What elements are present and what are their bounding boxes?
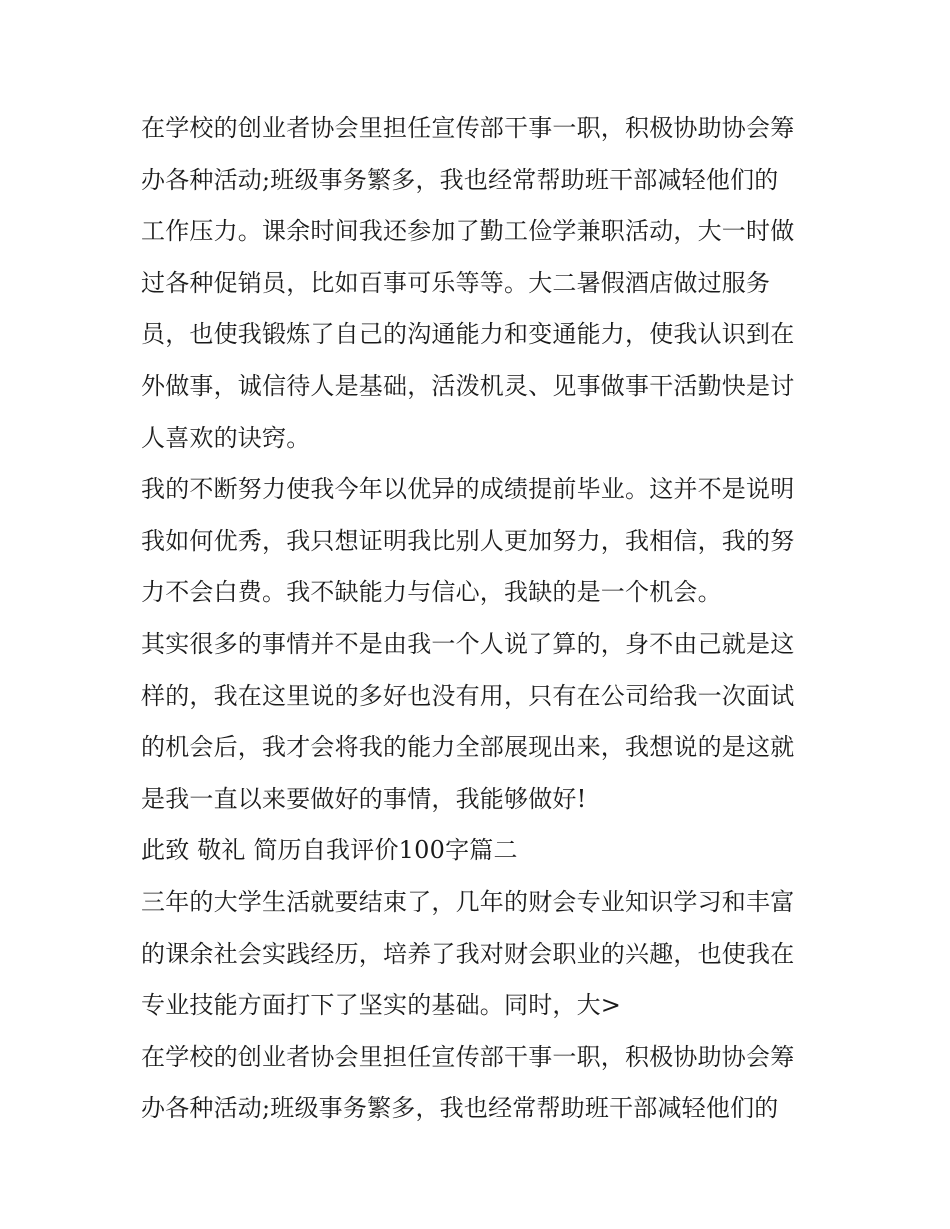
- text-line: 办各种活动;班级事务繁多，我也经常帮助班干部减轻他们的: [141, 165, 779, 194]
- text-line: 我的不断努力使我今年以优异的成绩提前毕业。这并不是说明: [141, 475, 795, 504]
- text-line: 我如何优秀，我只想证明我比别人更加努力，我相信，我的努: [141, 526, 795, 555]
- text-line: 专业技能方面打下了坚实的基础。同时，大>: [141, 991, 622, 1020]
- text-line: 样的，我在这里说的多好也没有用，只有在公司给我一次面试: [141, 681, 795, 710]
- text-line: 三年的大学生活就要结束了，几年的财会专业知识学习和丰富: [141, 887, 795, 916]
- text-line: 过各种促销员，比如百事可乐等等。大二暑假酒店做过服务: [141, 268, 771, 297]
- text-line: 其实很多的事情并不是由我一个人说了算的，身不由己就是这: [141, 629, 795, 658]
- text-line: 的课余社会实践经历，培养了我对财会职业的兴趣，也使我在: [141, 939, 795, 968]
- document-body: [141, 103, 821, 1135]
- text-line: 办各种活动;班级事务繁多，我也经常帮助班干部减轻他们的: [141, 1094, 779, 1123]
- text-line: 力不会白费。我不缺能力与信心，我缺的是一个机会。: [141, 578, 722, 607]
- text-line: 外做事，诚信待人是基础，活泼机灵、见事做事干活勤快是讨: [141, 371, 795, 400]
- text-line: 的机会后，我才会将我的能力全部展现出来，我想说的是这就: [141, 733, 795, 762]
- text-line: 员，也使我锻炼了自己的沟通能力和变通能力，使我认识到在: [141, 320, 795, 349]
- text-line: 工作压力。课余时间我还参加了勤工俭学兼职活动，大一时做: [141, 217, 795, 246]
- text-line: 是我一直以来要做好的事情，我能够做好!: [141, 784, 587, 813]
- text-line: 在学校的创业者协会里担任宣传部干事一职，积极协助协会筹: [141, 114, 795, 142]
- text-line: 在学校的创业者协会里担任宣传部干事一职，积极协助协会筹: [141, 1042, 795, 1071]
- section-heading: 此致 敬礼 简历自我评价100字篇二: [141, 836, 518, 865]
- text-line: 人喜欢的诀窍。: [141, 423, 311, 452]
